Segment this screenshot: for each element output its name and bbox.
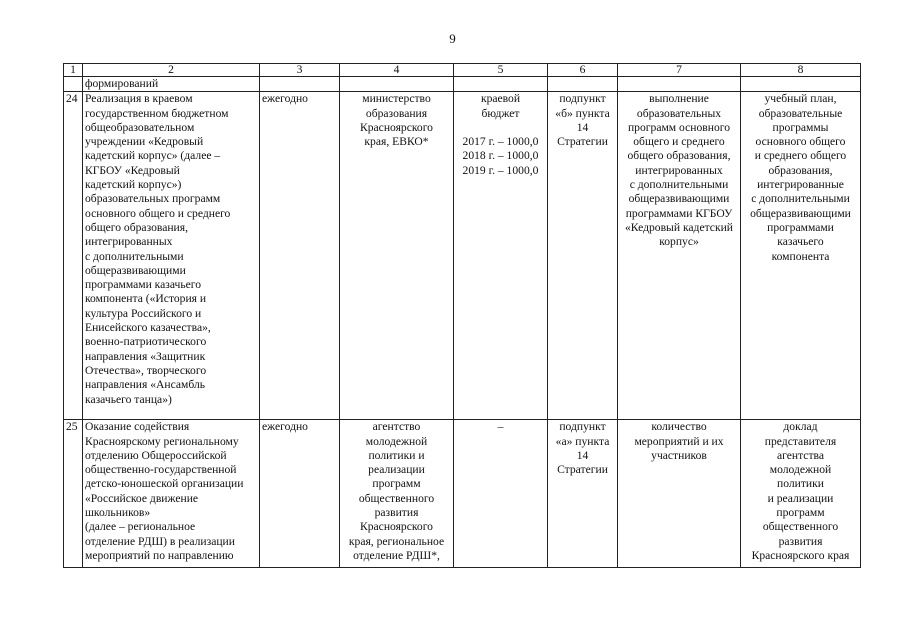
header-cell-2: 2: [83, 64, 260, 77]
funding: краевой бюджет 2017 г. – 1000,0 2018 г. – 1000,0 2019 г. – 1000,0: [454, 92, 548, 420]
row-number: 25: [64, 420, 83, 568]
indicator: количество мероприятий и их участников: [618, 420, 741, 568]
header-cell-4: 4: [340, 64, 454, 77]
header-cell-1: 1: [64, 64, 83, 77]
table-row: [64, 420, 861, 568]
period: ежегодно: [260, 420, 340, 568]
table-header-row: [64, 64, 861, 77]
activities-table: [63, 63, 861, 568]
result: доклад представителя агентства молодежной политики и реализации программ общественного развития Красноярского края: [741, 420, 861, 568]
header-cell-5: 5: [454, 64, 548, 77]
indicator: выполнение образовательных программ основного общего и среднего общего образования, интегрированных с дополнительными общеразвивающими программами КГБОУ «Кедровый кадетский корпус»: [618, 92, 741, 420]
row-number: 24: [64, 92, 83, 420]
activity-name: Оказание содействия Красноярскому региональному отделению Общероссийской общественно-государственной детско-юношеской организации «Российское движение школьников» (далее – региональное отделение РДШ) в реализации мероприятий по направлению: [83, 420, 260, 568]
header-cell-7: 7: [618, 64, 741, 77]
result: учебный план, образовательные программы основного общего и среднего общего образования, интегрированные с дополнительными общеразвивающими программами казачьего компонента: [741, 92, 861, 420]
period: ежегодно: [260, 92, 340, 420]
activity-name: Реализация в краевом государственном бюджетном общеобразовательном учреждении «Кедровый кадетский корпус» (далее – КГБОУ «Кедровый кадетский корпус») образовательных программ основного общего и среднего общего образования, интегрированных с дополнительными общеразвивающими программами казачьего компонента («История и культура Российского и Енисейского казачества», военно-патриотического направления «Защитник Отечества», творческого направления «Ансамбль казачьего танца»): [83, 92, 260, 420]
strategy-reference: подпункт «б» пункта 14 Стратегии: [548, 92, 618, 420]
continuation-num-cell: [64, 77, 83, 92]
executor: министерство образования Красноярского края, ЕВКО*: [340, 92, 454, 420]
header-cell-6: 6: [548, 64, 618, 77]
funding: –: [454, 420, 548, 568]
executor: агентство молодежной политики и реализации программ общественного развития Красноярского края, региональное отделение РДШ*,: [340, 420, 454, 568]
continuation-row: [64, 77, 861, 92]
page-number: 9: [449, 31, 456, 46]
continuation-text: формирований: [83, 77, 260, 92]
table-row: [64, 92, 861, 420]
strategy-reference: подпункт «а» пункта 14 Стратегии: [548, 420, 618, 568]
header-cell-3: 3: [260, 64, 340, 77]
header-cell-8: 8: [741, 64, 861, 77]
